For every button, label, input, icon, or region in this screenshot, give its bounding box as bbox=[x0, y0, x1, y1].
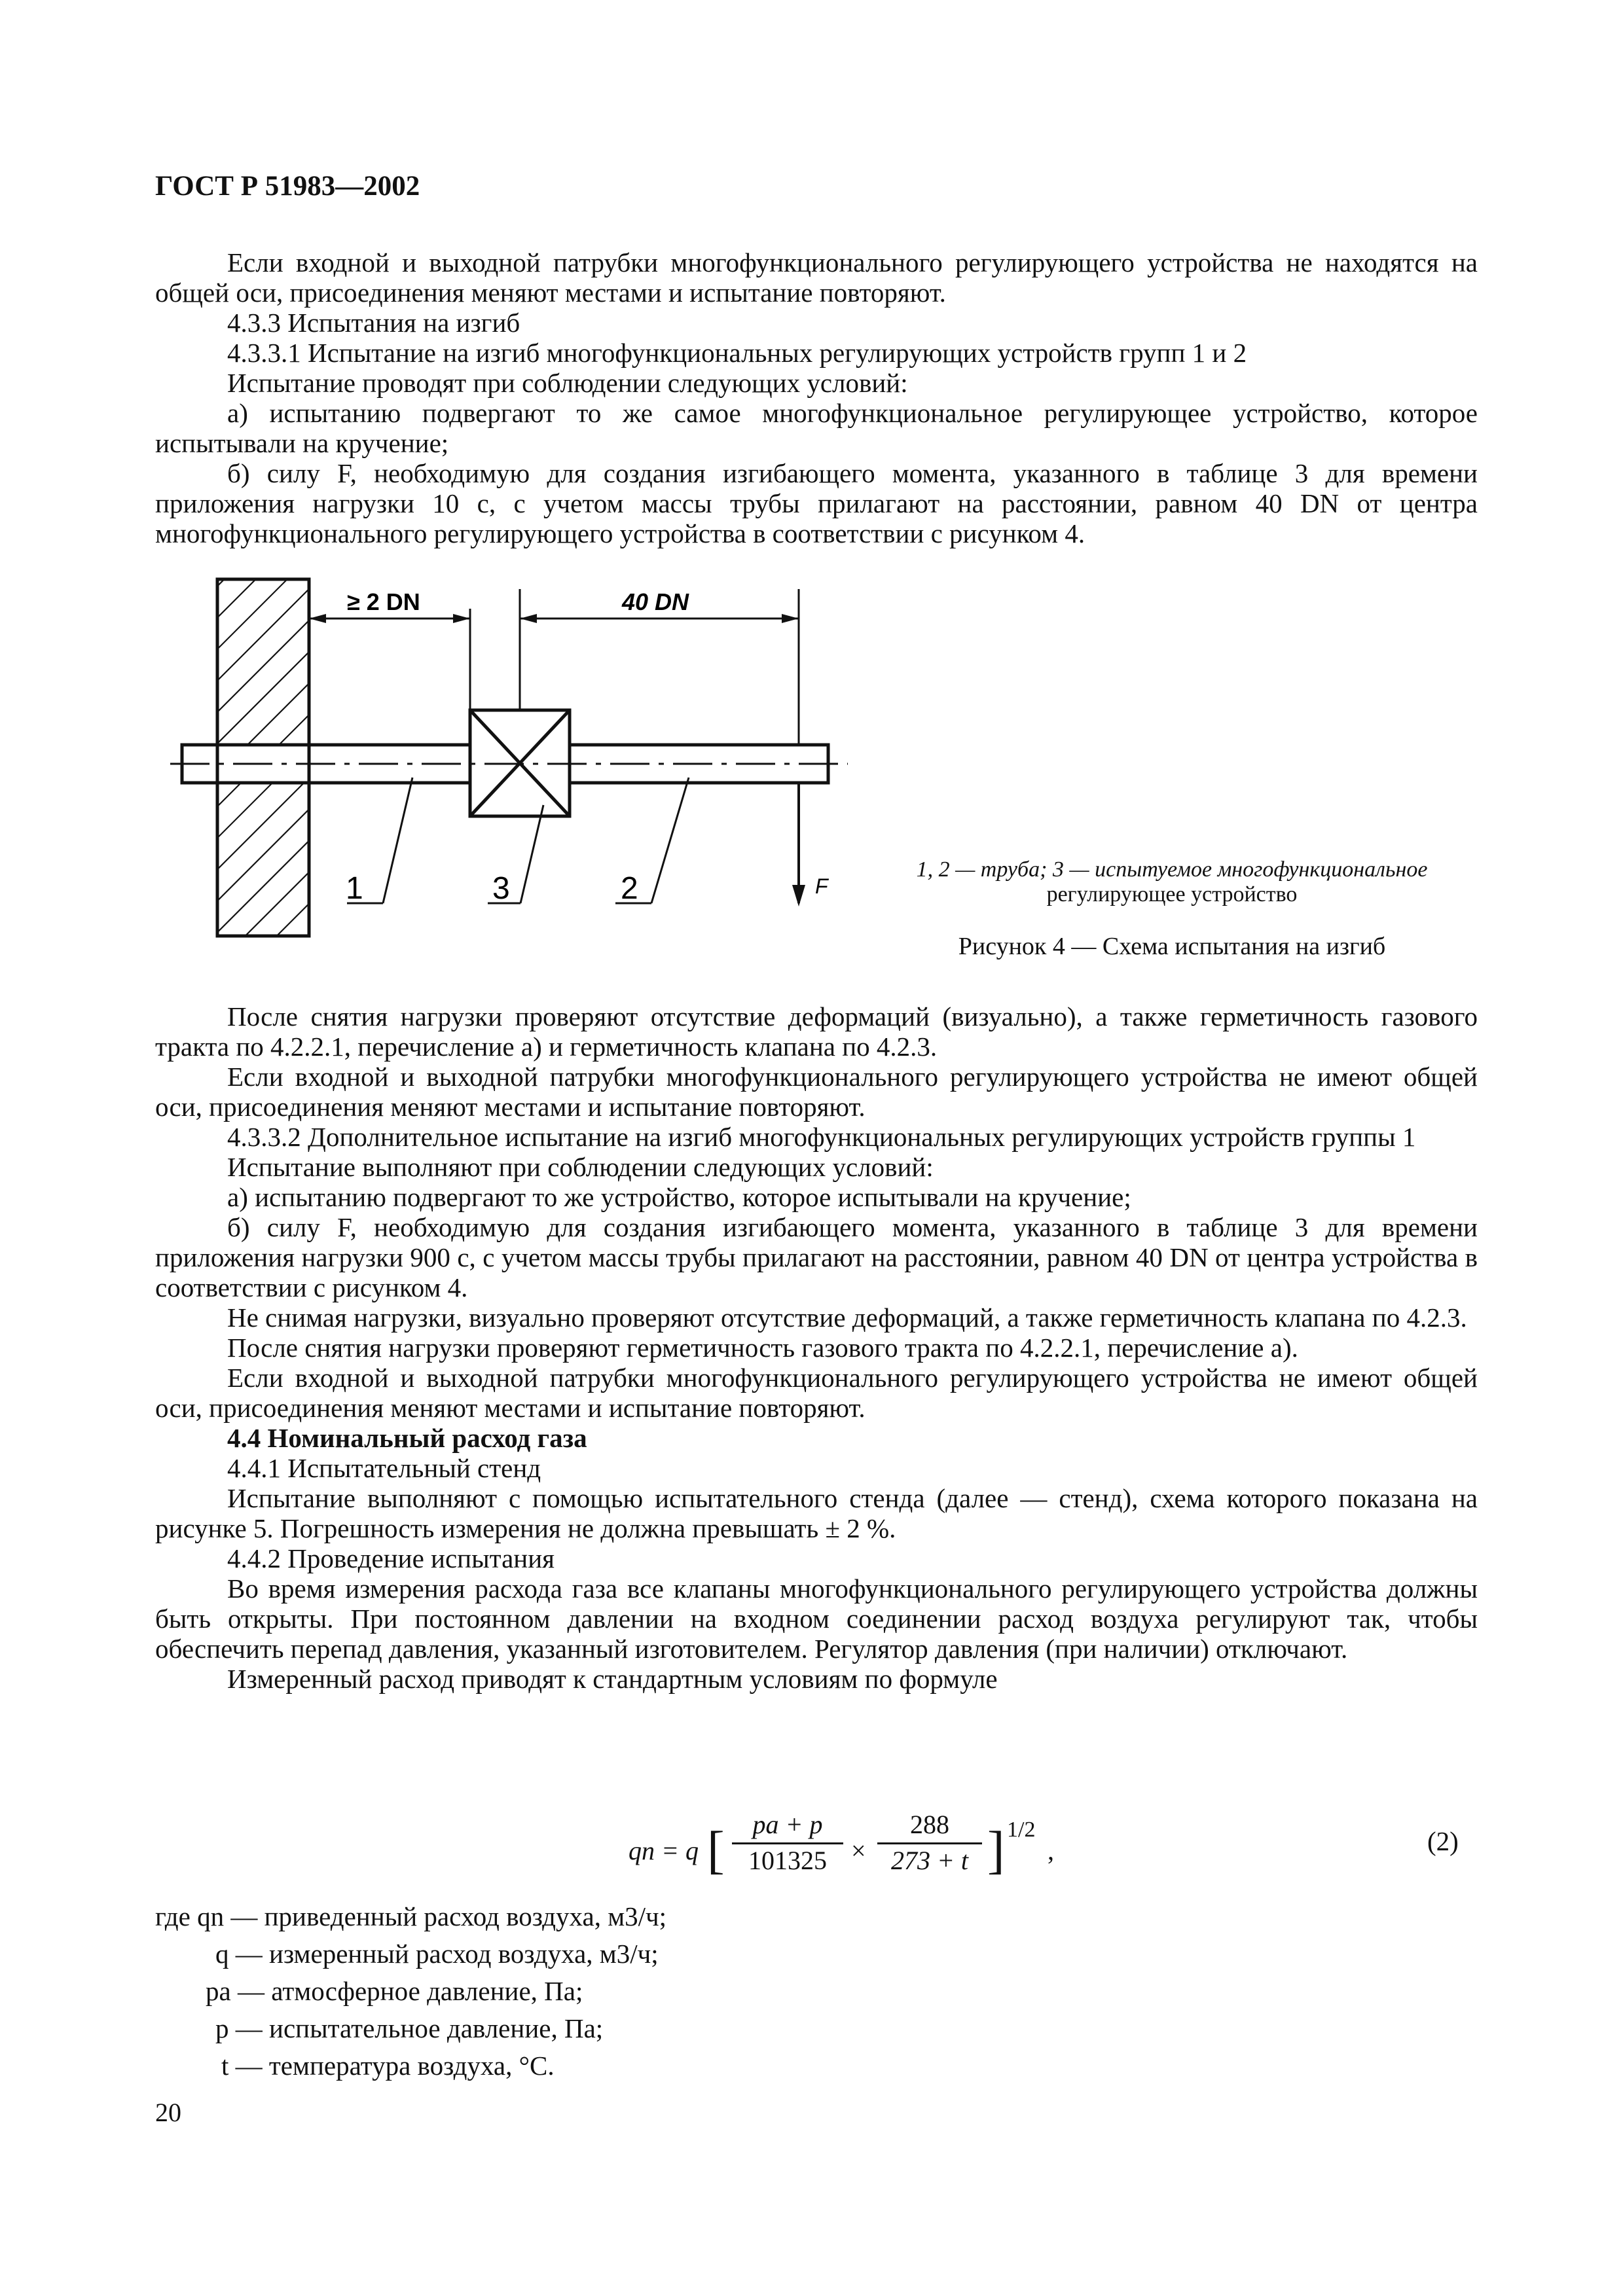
where-line: p — испытательное давление, Па; bbox=[215, 2013, 604, 2043]
bending-test-diagram bbox=[170, 569, 851, 942]
callout-3: 3 bbox=[492, 871, 510, 906]
where-line: где qn — приведенный расход воздуха, м3/ч; bbox=[155, 1901, 667, 1931]
paragraph: Во время измерения расхода газа все клапаны многофункционального регулирующего устройства должны быть открыты. При постоянном давлении на входном соединении расход воздуха регулируют так, чтобы обеспечить перепад давления, указанный изготовителем. Регулятор давления (при наличии) отключают. bbox=[155, 1573, 1478, 1664]
formula-den1: 101325 bbox=[748, 1846, 827, 1875]
legend-line: регулирующее устройство bbox=[1046, 882, 1298, 906]
formula-tail: , bbox=[1048, 1836, 1054, 1865]
paragraph: Не снимая нагрузки, визуально проверяют отсутствие деформаций, а также герметичность клапана по 4.2.3. bbox=[227, 1302, 1467, 1333]
subsection-heading: 4.3.3 Испытания на изгиб bbox=[227, 308, 520, 338]
dim-label-left: ≥ 2 DN bbox=[347, 588, 420, 615]
formula-times: × bbox=[851, 1836, 866, 1865]
document-header: ГОСТ Р 51983—2002 bbox=[155, 171, 420, 202]
where-line: t — температура воздуха, °С. bbox=[221, 2051, 555, 2081]
list-item: б) силу F, необходимую для создания изгибающего момента, указанного в таблице 3 для времени приложения нагрузки 10 с, с учетом массы трубы прилагают на расстоянии, равном 40 DN от центра многофункционального регулирующего устройства в соответствии с рисунком 4. bbox=[155, 458, 1478, 548]
paragraph: Измеренный расход приводят к стандартным условиям по формуле bbox=[227, 1664, 998, 1694]
formula-num2: 288 bbox=[910, 1810, 949, 1839]
formula-2 bbox=[629, 1810, 1113, 1895]
paragraph: Испытание выполняют при соблюдении следующих условий: bbox=[227, 1152, 934, 1182]
text-block-mid bbox=[155, 1001, 1478, 1694]
subsection-heading: 4.3.3.1 Испытание на изгиб многофункциональных регулирующих устройств групп 1 и 2 bbox=[227, 338, 1247, 368]
formula-explanation bbox=[155, 1898, 666, 2085]
text-block-top bbox=[155, 247, 1478, 548]
bracket-close: ] bbox=[987, 1821, 1005, 1879]
formula-den2: 273 + t bbox=[890, 1846, 969, 1875]
subsection-heading: 4.4.2 Проведение испытания bbox=[227, 1543, 555, 1573]
paragraph: После снятия нагрузки проверяют герметичность газового тракта по 4.2.2.1, перечисление а). bbox=[227, 1333, 1298, 1363]
formula-exponent: 1/2 bbox=[1007, 1818, 1036, 1842]
paragraph: После снятия нагрузки проверяют отсутствие деформаций (визуально), а также герметичность газового тракта по 4.2.2.1, перечисление а) и герметичность клапана по 4.2.3. bbox=[155, 1001, 1478, 1062]
subsection-heading: 4.4.1 Испытательный стенд bbox=[227, 1453, 541, 1483]
paragraph: Если входной и выходной патрубки многофункционального регулирующего устройства не находятся на общей оси, присоединения меняют местами и испытание повторяют. bbox=[155, 247, 1478, 308]
formula-lhs: qn = q bbox=[629, 1836, 699, 1865]
paragraph: Если входной и выходной патрубки многофункционального регулирующего устройства не имеют общей оси, присоединения меняют местами и испытание повторяют. bbox=[155, 1062, 1478, 1122]
paragraph: Если входной и выходной патрубки многофункционального регулирующего устройства не имеют общей оси, присоединения меняют местами и испытание повторяют. bbox=[155, 1363, 1478, 1423]
fraction-bar bbox=[732, 1842, 843, 1844]
paragraph: Испытание проводят при соблюдении следующих условий: bbox=[227, 368, 908, 398]
legend-line: 1, 2 — труба; 3 — испытуемое многофункциональное bbox=[916, 857, 1428, 882]
section-heading: 4.4 Номинальный расход газа bbox=[227, 1423, 587, 1453]
where-line: pa — атмосферное давление, Па; bbox=[206, 1976, 583, 2006]
formula-number: (2) bbox=[1427, 1826, 1459, 1856]
fraction-bar bbox=[877, 1842, 982, 1844]
force-label: F bbox=[815, 874, 828, 898]
where-line: q — измеренный расход воздуха, м3/ч; bbox=[215, 1939, 659, 1969]
list-item: б) силу F, необходимую для создания изгибающего момента, указанного в таблице 3 для времени приложения нагрузки 900 с, с учетом массы трубы прилагают на расстоянии, равном 40 DN от центра устройства в соответствии с рисунком 4. bbox=[155, 1212, 1478, 1302]
formula-num1: pa + p bbox=[752, 1810, 823, 1839]
bracket-open: [ bbox=[707, 1821, 725, 1879]
callout-1: 1 bbox=[346, 871, 363, 906]
list-item: а) испытанию подвергают то же устройство, которое испытывали на кручение; bbox=[227, 1182, 1131, 1212]
page-number: 20 bbox=[155, 2098, 181, 2127]
paragraph: Испытание выполняют с помощью испытательного стенда (далее — стенд), схема которого показана на рисунке 5. Погрешность измерения не должна превышать ± 2 %. bbox=[155, 1483, 1478, 1543]
dim-label-right: 40 DN bbox=[622, 588, 689, 615]
list-item: а) испытанию подвергают то же самое многофункциональное регулирующее устройство, которое испытывали на кручение; bbox=[155, 398, 1478, 458]
figure-caption: Рисунок 4 — Схема испытания на изгиб bbox=[958, 933, 1386, 960]
figure-legend bbox=[871, 857, 1473, 907]
subsection-heading: 4.3.3.2 Дополнительное испытание на изгиб многофункциональных регулирующих устройств группы 1 bbox=[227, 1122, 1416, 1152]
callout-2: 2 bbox=[621, 871, 638, 906]
